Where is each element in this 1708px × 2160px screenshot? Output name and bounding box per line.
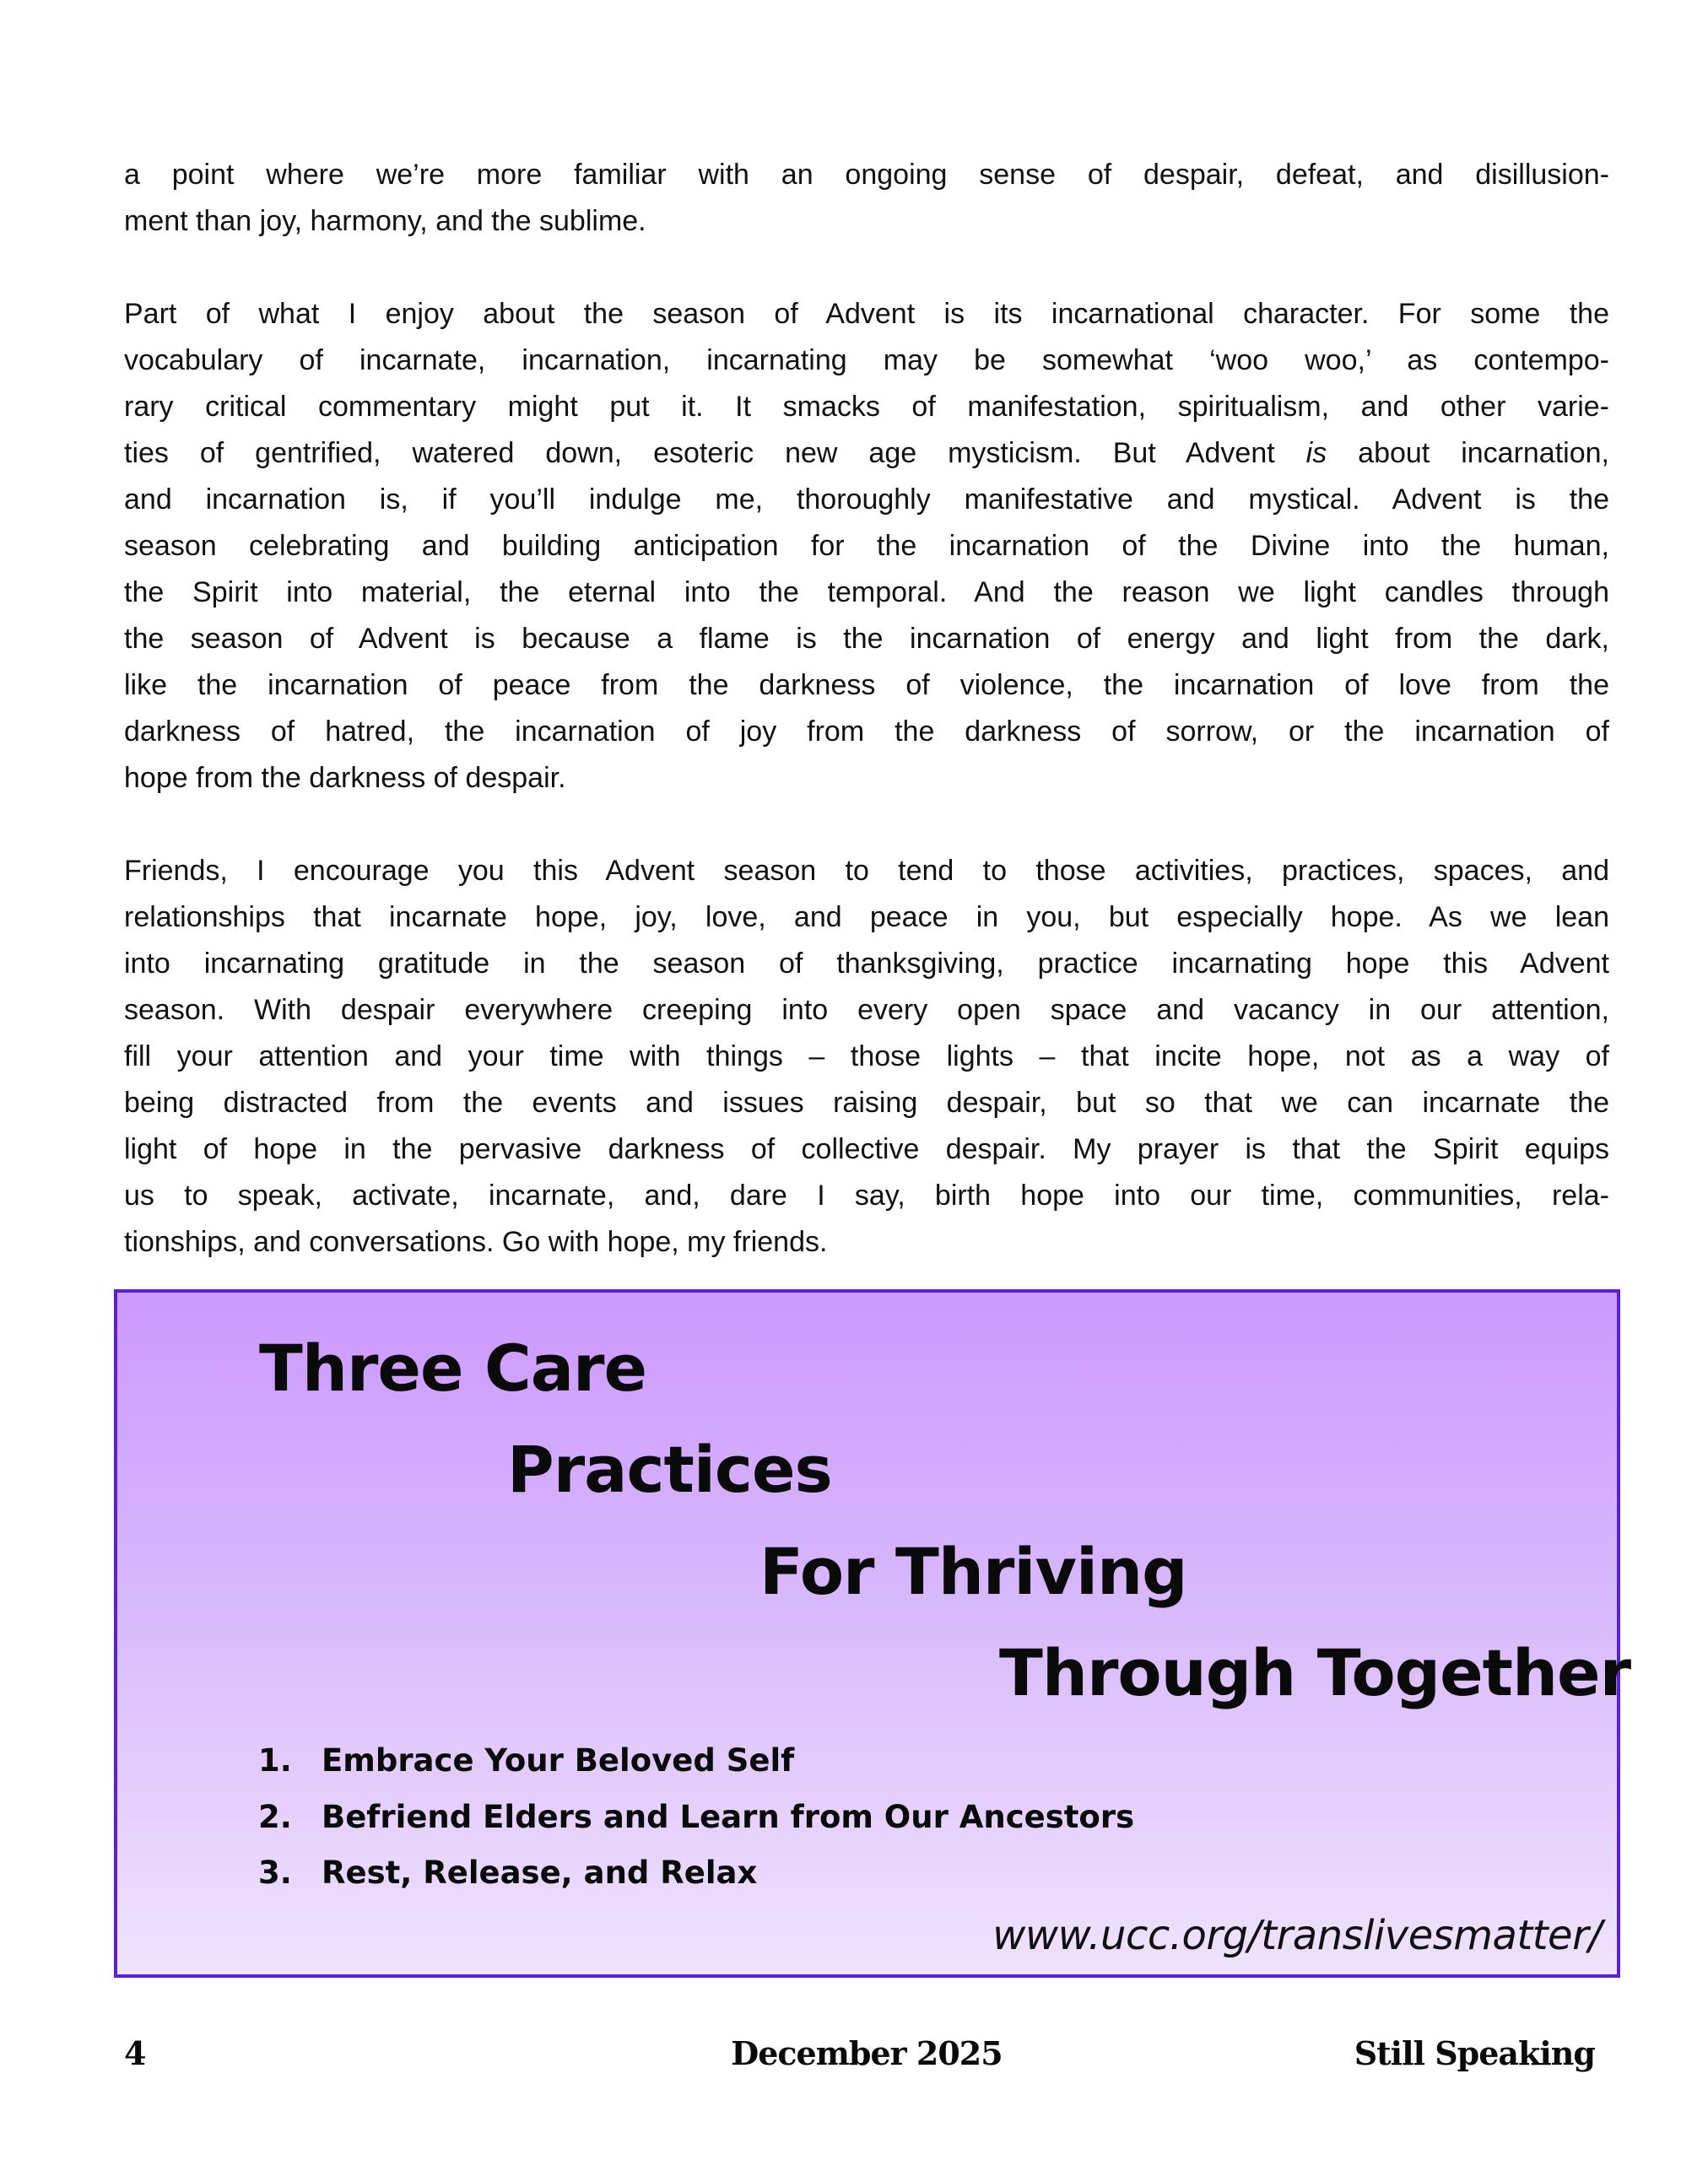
practice-number: 3. <box>258 1855 292 1891</box>
issue-date: December 2025 <box>731 2034 1003 2072</box>
article-line: like the incarnation of peace from the darkness of violence, the incarnation of love from the <box>124 669 1609 701</box>
callout-title-line-1: Three Care <box>259 1331 647 1406</box>
practice-text: Embrace Your Beloved Self <box>322 1742 795 1779</box>
article-line: ties of gentrified, watered down, esoteric new age mysticism. But Advent is about incarnation, <box>124 437 1609 469</box>
article-line: the Spirit into material, the eternal into the temporal. And the reason we light candles through <box>124 576 1609 608</box>
callout-title-line-3: For Thriving <box>759 1534 1187 1609</box>
article-line: relationships that incarnate hope, joy, love, and peace in you, but especially hope. As we lean <box>124 901 1609 933</box>
ucc-link[interactable]: www.ucc.org/translivesmatter/ <box>992 1912 1602 1959</box>
article-line: season. With despair everywhere creeping into every open space and vacancy in our attention, <box>124 994 1609 1026</box>
practice-text: Befriend Elders and Learn from Our Ancestors <box>322 1799 1135 1835</box>
article-line: Friends, I encourage you this Advent season to tend to those activities, practices, spaces, and <box>124 855 1609 887</box>
article-line: darkness of hatred, the incarnation of joy from the darkness of sorrow, or the incarnation of <box>124 716 1609 748</box>
article-line: fill your attention and your time with things – those lights – that incite hope, not as a way of <box>124 1040 1609 1072</box>
article-line: vocabulary of incarnate, incarnation, incarnating may be somewhat ‘woo woo,’ as contempo- <box>124 344 1609 376</box>
article-line: Part of what I enjoy about the season of Advent is its incarnational character. For some the <box>124 298 1609 330</box>
practice-number: 1. <box>258 1742 292 1779</box>
article-line: tionships, and conversations. Go with hope, my friends. <box>124 1226 828 1258</box>
article-line: ment than joy, harmony, and the sublime. <box>124 205 646 237</box>
article-line: being distracted from the events and issues raising despair, but so that we can incarnate the <box>124 1087 1609 1119</box>
article-line: light of hope in the pervasive darkness of collective despair. My prayer is that the Spirit equips <box>124 1133 1609 1165</box>
article-line: rary critical commentary might put it. It smacks of manifestation, spiritualism, and other varie- <box>124 391 1609 423</box>
practice-text: Rest, Release, and Relax <box>322 1855 758 1891</box>
callout-title-line-2: Practices <box>507 1432 832 1507</box>
article-line: the season of Advent is because a flame is the incarnation of energy and light from the dark, <box>124 623 1609 655</box>
article-line: a point where we’re more familiar with an ongoing sense of despair, defeat, and disillusion- <box>124 159 1609 191</box>
practice-number: 2. <box>258 1799 292 1835</box>
page-number: 4 <box>124 2034 146 2072</box>
care-practices-callout <box>114 1289 1631 1978</box>
article-line: into incarnating gratitude in the season of thanksgiving, practice incarnating hope this Advent <box>124 948 1609 980</box>
emphasis: is <box>1305 437 1327 469</box>
callout-title-line-4: Through Together <box>999 1635 1631 1710</box>
article-line: season celebrating and building anticipation for the incarnation of the Divine into the human, <box>124 530 1609 562</box>
article-line: and incarnation is, if you’ll indulge me, thoroughly manifestative and mystical. Advent is the <box>124 483 1609 516</box>
article-line: hope from the darkness of despair. <box>124 762 566 794</box>
article-line: us to speak, activate, incarnate, and, dare I say, birth hope into our time, communities, rela- <box>124 1180 1609 1212</box>
publication-name: Still Speaking <box>1354 2034 1595 2072</box>
